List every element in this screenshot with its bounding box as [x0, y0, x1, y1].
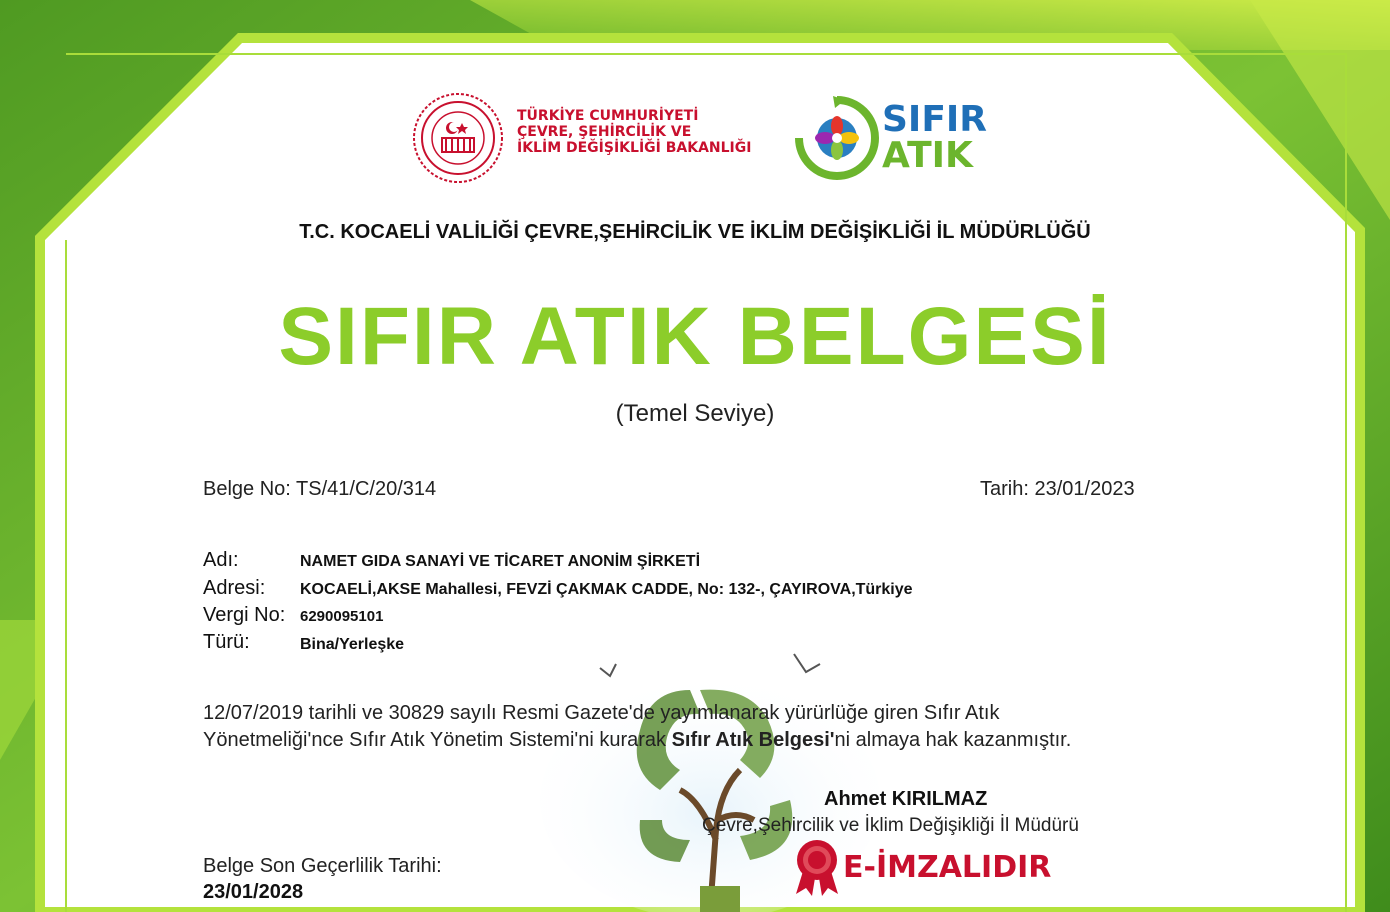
certificate-number: Belge No: TS/41/C/20/314: [203, 478, 437, 500]
ministry-name: [517, 108, 751, 156]
field-label-address: Adresi:: [203, 577, 266, 599]
certificate-title: SIFIR ATIK BELGESİ: [278, 291, 1112, 382]
validity-date: 23/01/2028: [203, 881, 304, 903]
organization-name: T.C. KOCAELİ VALİLİĞİ ÇEVRE,ŞEHİRCİLİK VE İKLİM DEĞİŞİKLİĞİ İL MÜDÜRLÜĞÜ: [299, 221, 1091, 243]
e-signature-badge-icon: [792, 838, 842, 896]
ministry-line-3: İKLİM DEĞİŞİKLİĞİ BAKANLIĞI: [517, 140, 752, 156]
statement-line-2-start: Yönetmeliği'nce Sıfır Atık Yönetim Sistemi'ni kurarak: [203, 729, 672, 751]
statement-line-2-bold: Sıfır Atık Belgesi': [671, 729, 835, 751]
field-value-type: Bina/Yerleşke: [300, 636, 405, 653]
field-label-name: Adı:: [203, 549, 239, 571]
ministry-seal-icon: [412, 92, 504, 184]
validity-label: Belge Son Geçerlilik Tarihi:: [203, 855, 442, 877]
field-label-tax-no: Vergi No:: [203, 604, 286, 626]
certificate-date: Tarih: 23/01/2023: [980, 478, 1135, 500]
zero-waste-logo-text: [882, 99, 988, 176]
field-value-tax-no: 6290095101: [300, 608, 384, 625]
signatory-name: Ahmet KIRILMAZ: [824, 788, 988, 810]
statement-line-2: [203, 727, 1071, 754]
ministry-line-2: ÇEVRE, ŞEHİRCİLİK VE: [517, 124, 692, 140]
statement-line-2-end: ni almaya hak kazanmıştır.: [834, 729, 1072, 751]
logo-line-2: ATIK: [882, 135, 973, 176]
logo-line-1: SIFIR: [882, 99, 988, 140]
certificate-level: (Temel Seviye): [615, 400, 775, 427]
field-value-address: KOCAELİ,AKSE Mahallesi, FEVZİ ÇAKMAK CADDE, No: 132-, ÇAYIROVA,Türkiye: [300, 581, 913, 598]
statement-line-1: 12/07/2019 tarihli ve 30829 sayılı Resmi Gazete'de yayımlanarak yürürlüğe giren Sıfır Atık: [203, 702, 1000, 724]
ministry-line-1: TÜRKİYE CUMHURİYETİ: [517, 108, 699, 124]
zero-waste-logo-icon: [795, 96, 879, 180]
signatory-title: Çevre,Şehircilik ve İklim Değişikliği İl Müdürü: [702, 815, 1079, 836]
e-signature-label: E-İMZALIDIR: [843, 850, 1052, 885]
field-label-type: Türü:: [203, 631, 250, 653]
field-value-name: NAMET GIDA SANAYİ VE TİCARET ANONİM ŞİRKETİ: [300, 553, 701, 570]
